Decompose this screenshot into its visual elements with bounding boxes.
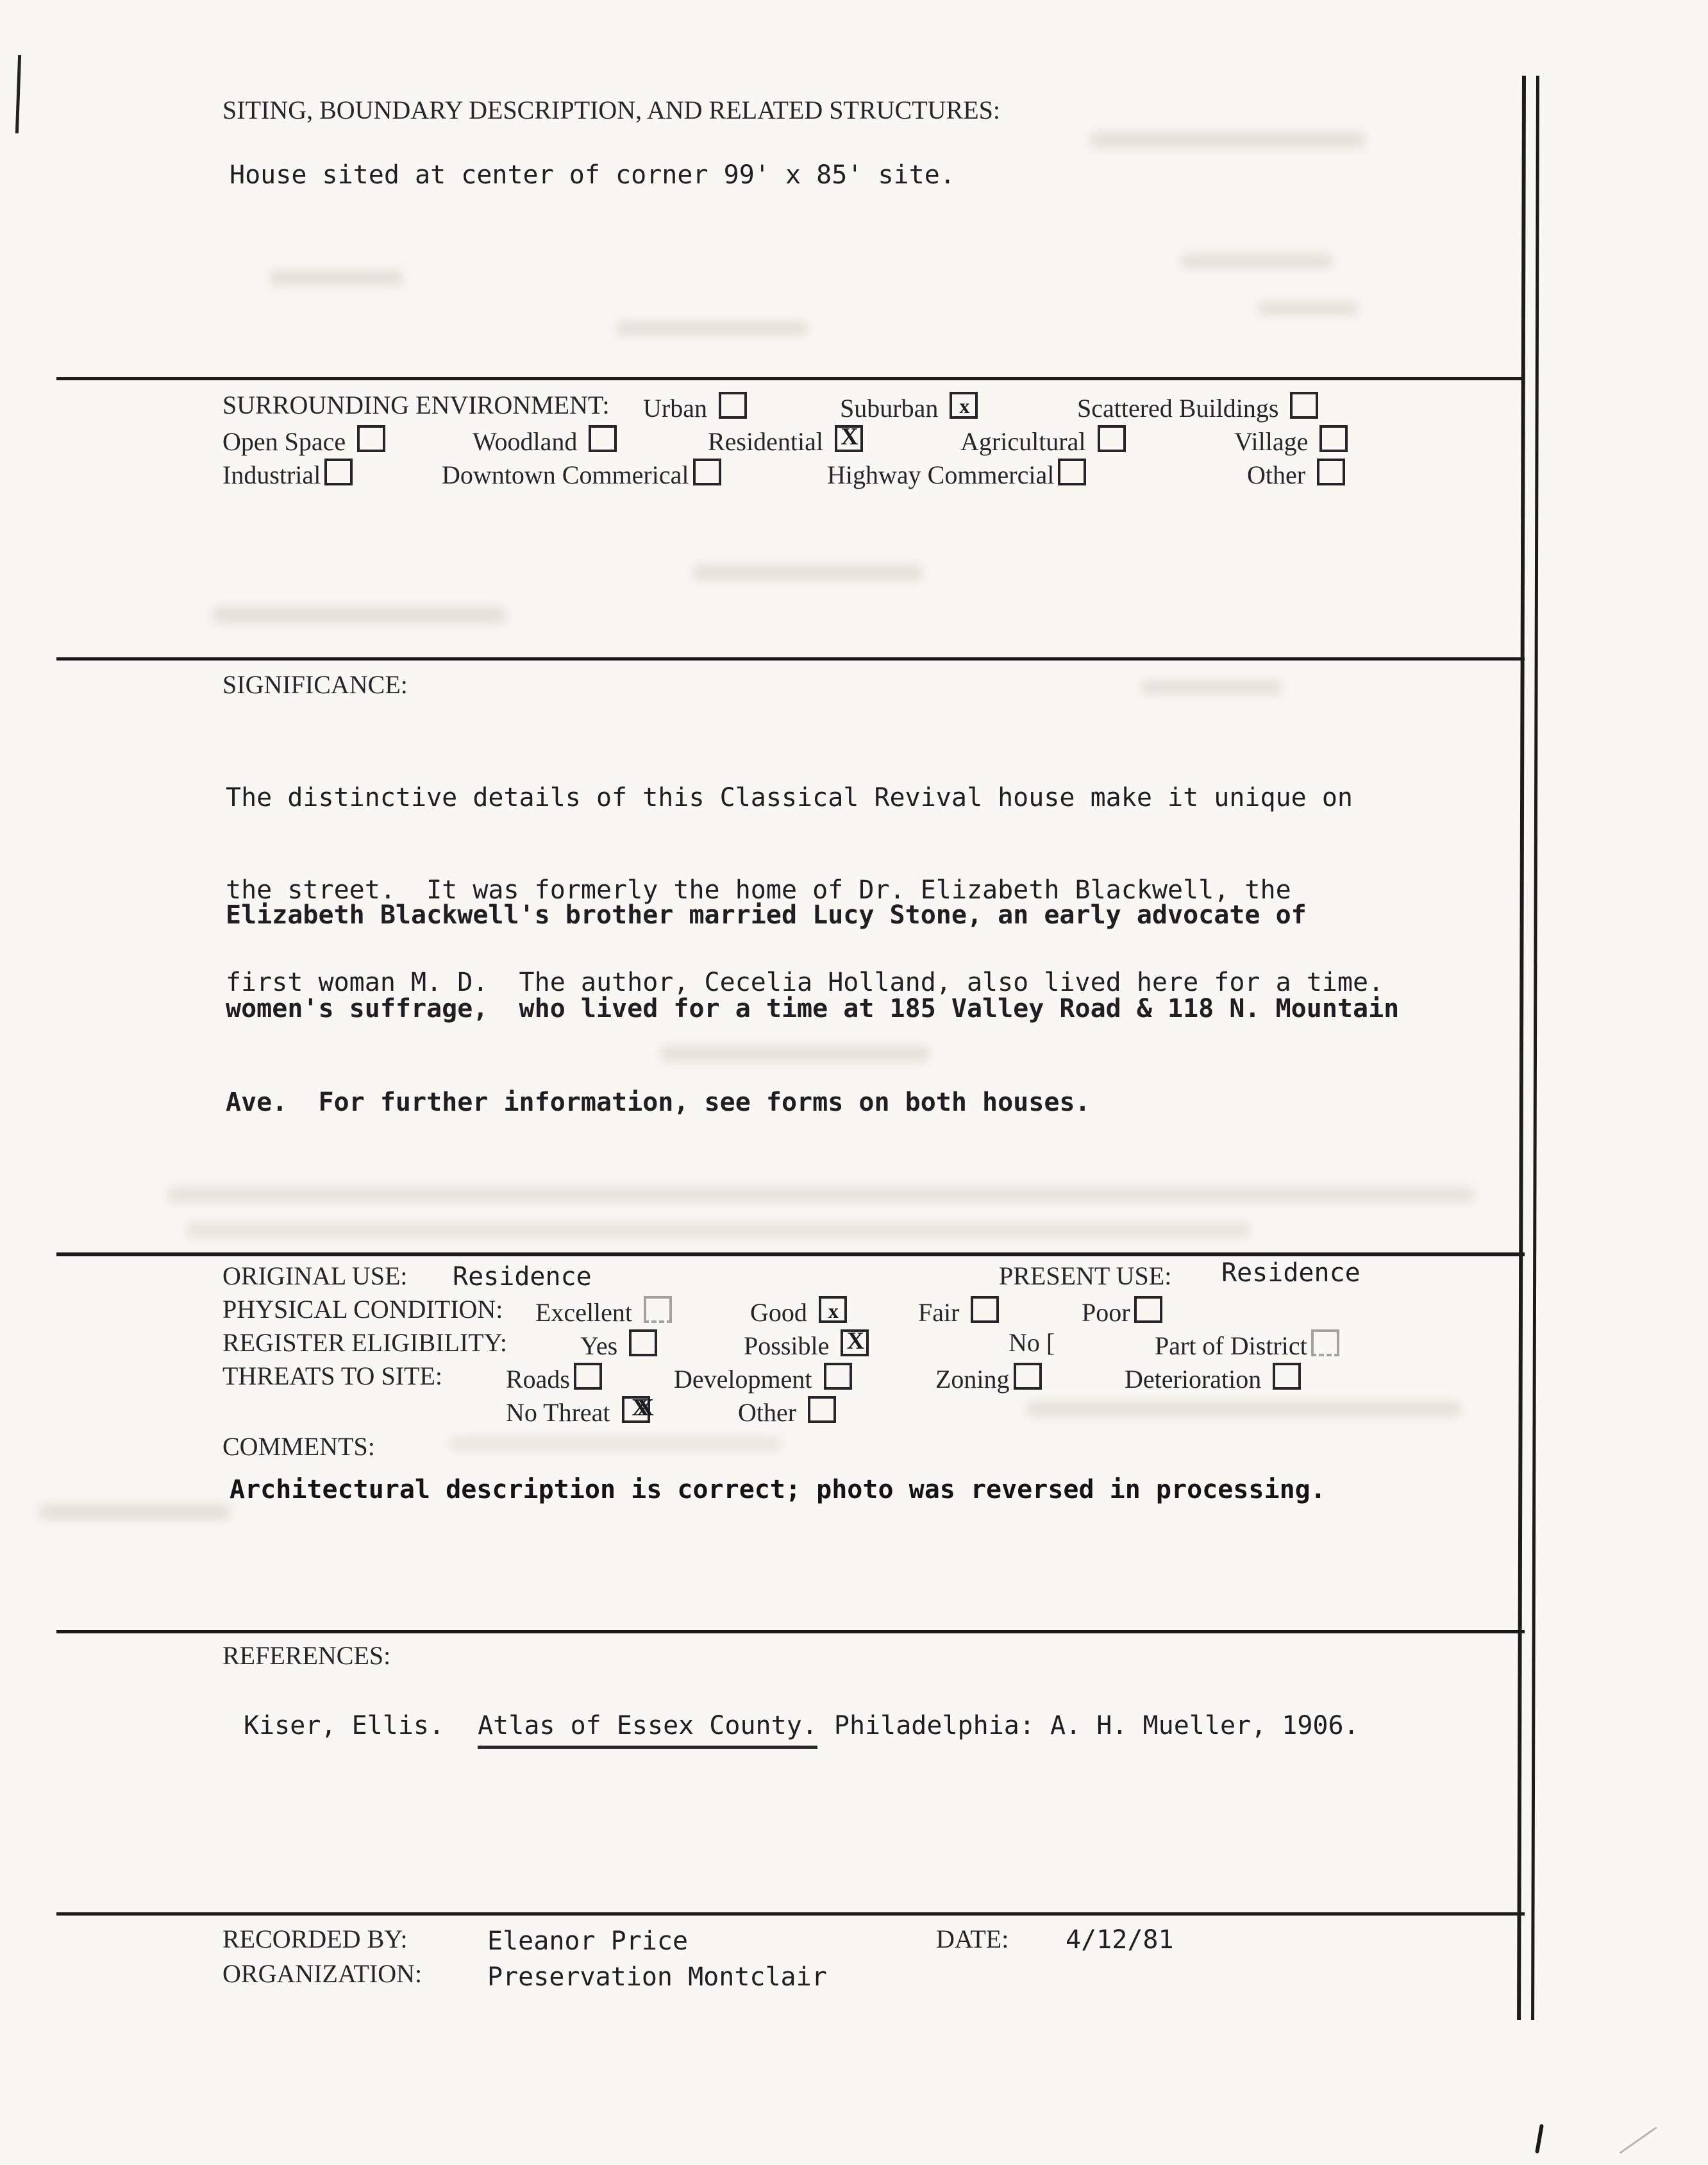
condition-option-excellent: Excellent (535, 1294, 672, 1327)
threat-option-zoning: Zoning (935, 1361, 1042, 1394)
checkbox-threat-other (808, 1396, 836, 1423)
comments-label: COMMENTS: (222, 1432, 375, 1461)
scan-smudge (1141, 680, 1282, 695)
checkbox-no-threat: XX (622, 1396, 650, 1423)
checkbox-scattered-buildings (1290, 392, 1318, 419)
env-option-woodland: Woodland (473, 423, 617, 457)
checkbox-development (824, 1363, 852, 1390)
scan-smudge (1026, 1401, 1462, 1417)
significance-label: SIGNIFICANCE: (222, 670, 408, 699)
env-option-scattered-buildings: Scattered Buildings (1077, 390, 1318, 423)
scan-smudge (692, 564, 923, 581)
significance-paragraph-1: The distinctive details of this Classical Revival house make it unique on the street. It was formerly the home of Dr. Elizabeth Blackwell, the first woman M. D. The author, Cecelia Holland, also lived here for a time. (226, 783, 1384, 997)
scan-smudge (186, 1222, 1250, 1238)
section-rule (56, 1630, 1525, 1633)
checkbox-highway-commercial (1058, 459, 1086, 485)
section-rule (56, 1912, 1525, 1916)
scan-smudge (167, 1186, 1475, 1203)
recorded-by-value: Eleanor Price (487, 1926, 689, 1956)
checkbox-roads (574, 1363, 602, 1390)
present-use-value: Residence (1221, 1258, 1361, 1288)
organization-label: ORGANIZATION: (222, 1959, 423, 1988)
checkbox-possible: X (841, 1329, 869, 1356)
scan-smudge (615, 321, 808, 336)
condition-option-good: Good x (750, 1294, 847, 1327)
checkbox-yes (629, 1329, 657, 1356)
section-rule (56, 1252, 1525, 1256)
vertical-double-rule (1517, 76, 1539, 2020)
eligibility-option-no: No [ (1009, 1328, 1055, 1357)
date-value: 4/12/81 (1066, 1925, 1174, 1955)
env-option-urban: Urban (643, 390, 747, 423)
scan-smudge (1180, 253, 1334, 269)
threat-option-no-threat: No Threat XX (506, 1394, 650, 1428)
original-use-label: ORIGINAL USE: (222, 1261, 408, 1290)
threat-option-development: Development (674, 1361, 852, 1394)
scan-smudge (449, 1436, 782, 1451)
reference-entry (244, 1711, 1359, 1740)
env-option-open-space: Open Space (222, 423, 385, 457)
pen-mark-faint (1619, 2127, 1657, 2154)
scan-smudge (1090, 131, 1366, 148)
scan-smudge (269, 269, 404, 286)
env-option-other: Other (1247, 457, 1345, 490)
scan-smudge (212, 606, 507, 624)
env-option-highway-commercial: Highway Commercial (827, 457, 1086, 490)
eligibility-option-possible: Possible X (744, 1327, 869, 1361)
condition-option-fair: Fair (918, 1294, 999, 1327)
env-option-agricultural: Agricultural (960, 423, 1126, 457)
threats-label: THREATS TO SITE: (222, 1361, 442, 1390)
checkbox-poor (1134, 1296, 1162, 1323)
significance-paragraph-2: Elizabeth Blackwell's brother married Lucy Stone, an early advocate of women's suffrage, who lived for a time at 185 Valley Road & 118 N. Mountain Ave. For further information, see forms on both houses. (226, 900, 1400, 1117)
checkbox-excellent (644, 1296, 672, 1323)
env-option-downtown-commerical: Downtown Commerical (442, 457, 721, 490)
original-use-value: Residence (453, 1262, 592, 1292)
section-rule (56, 657, 1525, 661)
present-use-label: PRESENT USE: (999, 1261, 1172, 1290)
env-option-residential: Residential X (708, 423, 863, 457)
reference-title: Atlas of Essex County. (478, 1711, 817, 1749)
checkbox-fair (971, 1296, 999, 1323)
reference-rest: Philadelphia: A. H. Mueller, 1906. (833, 1711, 1359, 1740)
scan-edge-mark (15, 55, 21, 133)
references-label: REFERENCES: (222, 1641, 391, 1670)
checkbox-good: x (819, 1296, 847, 1323)
checkbox-deterioration (1273, 1363, 1301, 1390)
eligibility-option-part-of-district: Part of District (1155, 1327, 1339, 1361)
env-option-village: Village (1234, 423, 1348, 457)
pen-mark (1535, 2124, 1544, 2153)
checkbox-industrial (324, 459, 353, 485)
environment-label: SURROUNDING ENVIRONMENT: (222, 391, 610, 419)
env-option-industrial: Industrial (222, 457, 353, 490)
checkbox-urban (719, 392, 747, 419)
checkbox-open-space (357, 425, 385, 452)
section-rule (56, 377, 1525, 380)
register-eligibility-label: REGISTER ELIGIBILITY: (222, 1328, 508, 1357)
checkbox-zoning (1014, 1363, 1042, 1390)
checkbox-village (1319, 425, 1348, 452)
eligibility-option-yes: Yes (580, 1327, 657, 1361)
physical-condition-label: PHYSICAL CONDITION: (222, 1295, 503, 1324)
comments-text: Architectural description is correct; photo was reversed in processing. (230, 1475, 1326, 1504)
organization-value: Preservation Montclair (487, 1962, 827, 1992)
threat-option-roads: Roads (506, 1361, 602, 1394)
siting-value: House sited at center of corner 99' x 85' site. (230, 160, 955, 190)
threat-option-other: Other (738, 1394, 836, 1428)
scan-smudge (38, 1504, 231, 1521)
condition-option-poor: Poor (1082, 1294, 1162, 1327)
recorded-by-label: RECORDED BY: (222, 1925, 408, 1953)
threat-option-deterioration: Deterioration (1125, 1361, 1301, 1394)
date-label: DATE: (936, 1925, 1009, 1953)
checkbox-part-of-district (1311, 1329, 1339, 1356)
checkbox-woodland (589, 425, 617, 452)
checkbox-suburban: x (950, 392, 978, 419)
siting-section-label: SITING, BOUNDARY DESCRIPTION, AND RELATED STRUCTURES: (222, 96, 1001, 124)
checkbox-agricultural (1098, 425, 1126, 452)
env-option-suburban: Suburban x (840, 390, 978, 423)
checkbox-env-other (1317, 459, 1345, 485)
scan-smudge (1257, 301, 1359, 316)
checkbox-downtown-commerical (693, 459, 721, 485)
checkbox-residential: X (835, 425, 863, 452)
reference-author: Kiser, Ellis. (244, 1711, 445, 1740)
